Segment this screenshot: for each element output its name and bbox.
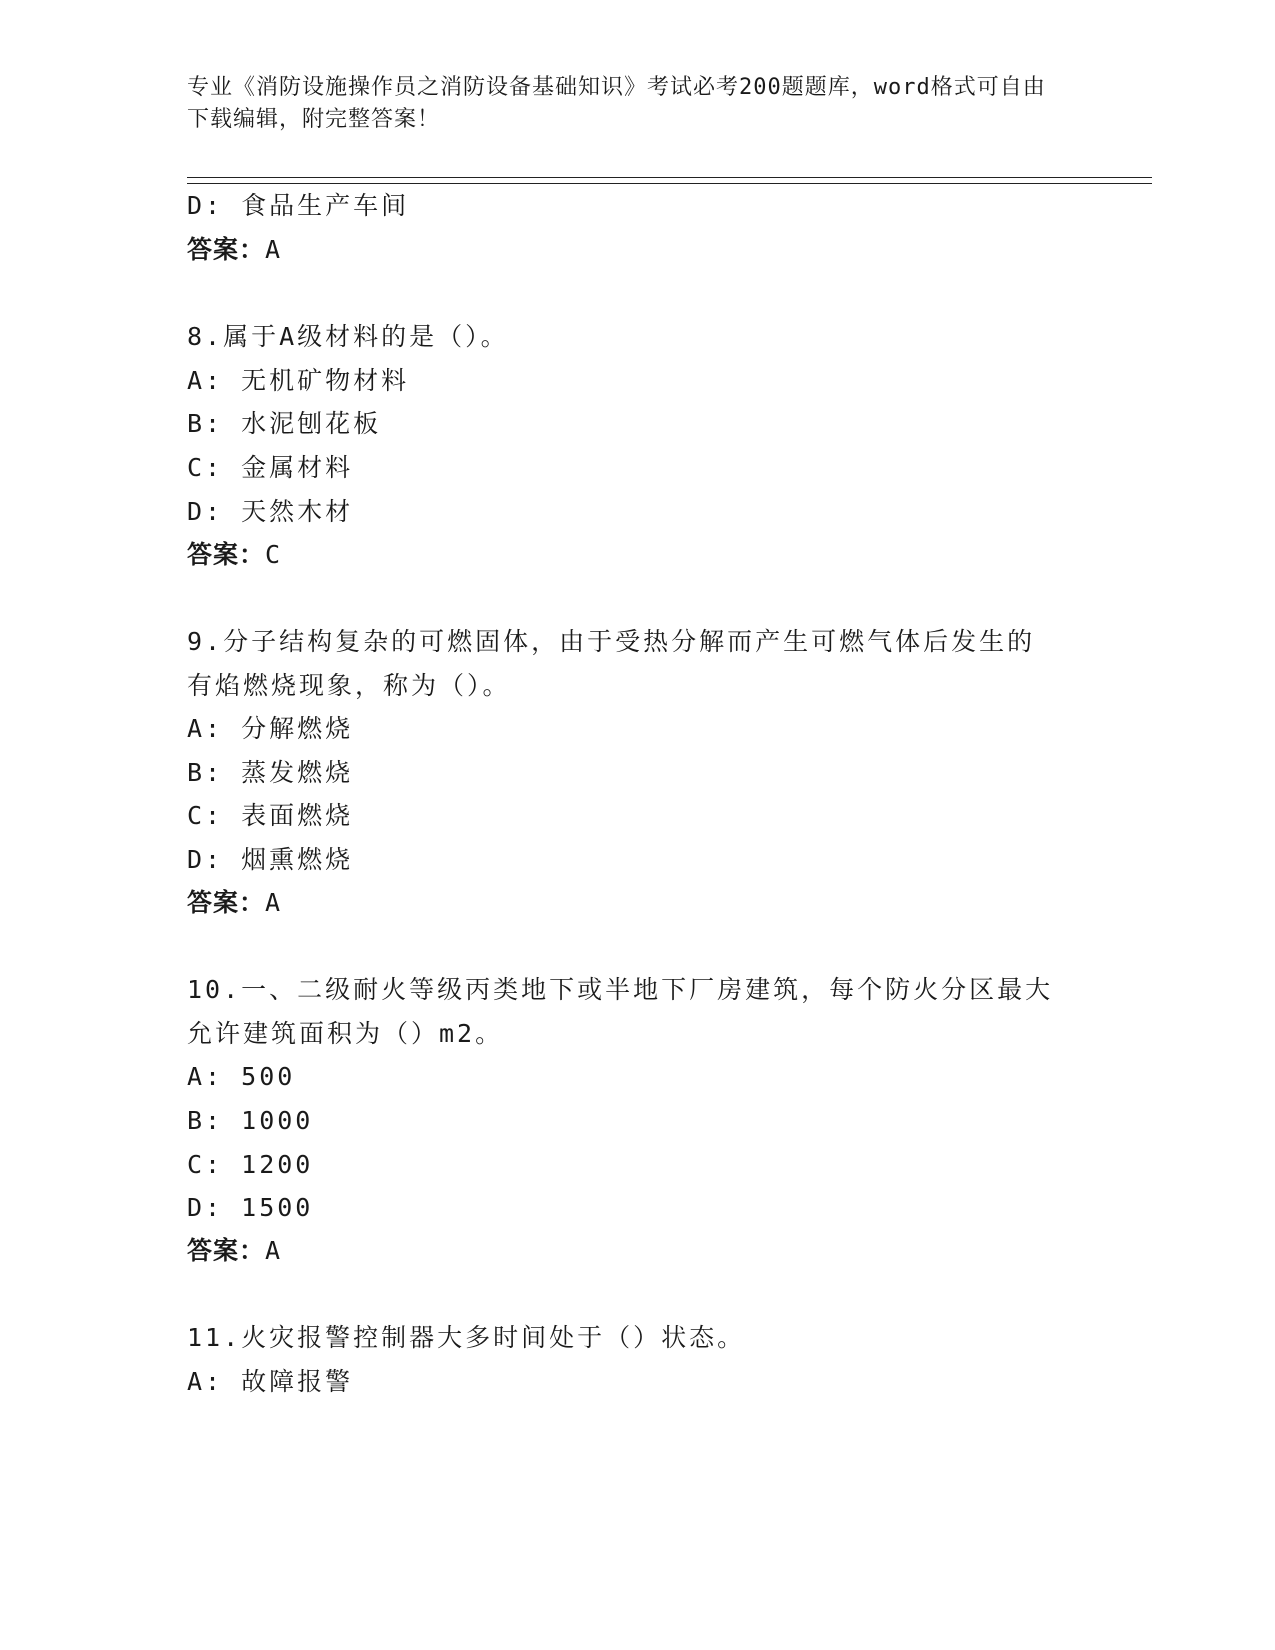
answer-value: A <box>265 235 282 264</box>
answer-line <box>187 232 281 268</box>
question-10-option-a: A: 500 <box>187 1062 296 1091</box>
question-10-option-d: D: 1500 <box>187 1193 314 1222</box>
answer-label: 答案： <box>187 888 266 917</box>
header-divider-bottom <box>187 183 1152 184</box>
answer-label: 答案： <box>187 235 266 264</box>
option-d: D: 食品生产车间 <box>187 191 410 220</box>
question-10-text-line-1: 10.一、二级耐火等级丙类地下或半地下厂房建筑，每个防火分区最大 <box>187 975 1054 1004</box>
question-9-text-line-1: 9.分子结构复杂的可燃固体，由于受热分解而产生可燃气体后发生的 <box>187 627 1036 656</box>
question-9-text-line-2: 有焰燃烧现象，称为（）。 <box>187 671 511 700</box>
question-9-option-c: C: 表面燃烧 <box>187 801 354 830</box>
question-10-text-line-2: 允许建筑面积为（）m2。 <box>187 1019 504 1048</box>
question-10-option-b: B: 1000 <box>187 1106 314 1135</box>
question-9-option-a: A: 分解燃烧 <box>187 714 354 743</box>
question-8-option-b: B: 水泥刨花板 <box>187 409 382 438</box>
answer-value: A <box>265 888 282 917</box>
question-10-answer <box>187 1233 281 1269</box>
question-8-option-a: A: 无机矿物材料 <box>187 366 410 395</box>
answer-label: 答案： <box>187 540 266 569</box>
question-9-answer <box>187 885 281 921</box>
question-9-option-d: D: 烟熏燃烧 <box>187 845 354 874</box>
question-11-option-a: A: 故障报警 <box>187 1367 354 1396</box>
answer-label: 答案： <box>187 1236 266 1265</box>
answer-value: A <box>265 1236 282 1265</box>
question-9-option-b: B: 蒸发燃烧 <box>187 758 354 787</box>
question-8-answer <box>187 537 281 573</box>
question-11-text: 11.火灾报警控制器大多时间处于（）状态。 <box>187 1323 746 1352</box>
question-8-option-d: D: 天然木材 <box>187 497 354 526</box>
header-divider-top <box>187 177 1152 178</box>
question-10-option-c: C: 1200 <box>187 1150 314 1179</box>
document-header: 专业《消防设施操作员之消防设备基础知识》考试必考200题题库，word格式可自由下载编辑，附完整答案！ <box>187 75 1046 132</box>
question-8-text: 8.属于A级材料的是（）。 <box>187 322 509 351</box>
answer-value: C <box>265 540 282 569</box>
question-8-option-c: C: 金属材料 <box>187 453 354 482</box>
